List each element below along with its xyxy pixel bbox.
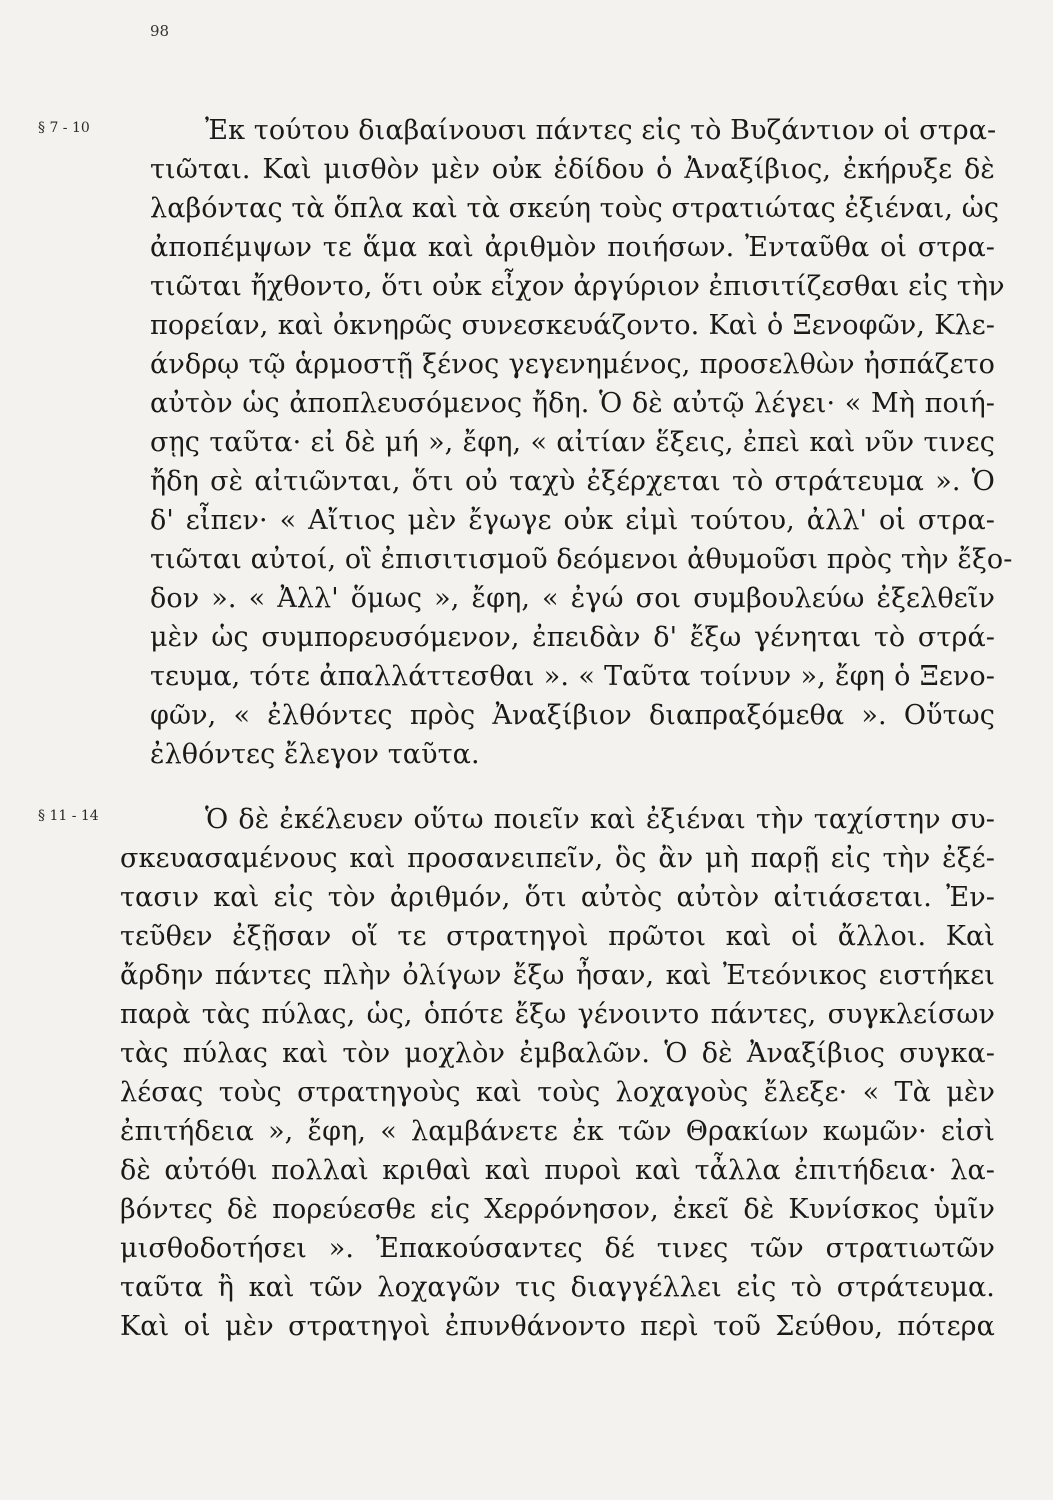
text-line: δον ». « Ἀλλ' ὅμως », ἔφη, « ἐγώ σοι συμβουλεύω ἐξελθεῖν <box>150 583 995 614</box>
section-11-14 <box>120 800 995 1346</box>
text-line: άνδρῳ τῷ ἁρμοστῇ ξένος γεγενημένος, προσελθὼν ἠσπάζετο <box>150 349 995 380</box>
text-line: σκευασαμένους καὶ προσανειπεῖν, ὃς ἂν μὴ παρῇ εἰς τὴν ἐξέ- <box>120 843 995 874</box>
text-line: αὐτὸν ὡς ἀποπλευσόμενος ἤδη. Ὁ δὲ αὐτῷ λέγει· « Μὴ ποιή- <box>150 388 995 419</box>
text-line: μὲν ὡς συμπορευσόμενον, ἐπειδὰν δ' ἔξω γένηται τὸ στρά- <box>150 622 995 653</box>
text-line: ταῦτα ἢ καὶ τῶν λοχαγῶν τις διαγγέλλει εἰς τὸ στράτευμα. <box>120 1272 995 1303</box>
text-line: δὲ αὐτόθι πολλαὶ κριθαὶ καὶ πυροὶ καὶ τἆλλα ἐπιτήδεια· λα- <box>120 1155 995 1186</box>
text-line: ἄρδην πάντες πλὴν ὀλίγων ἔξω ἦσαν, καὶ Ἐτεόνικος ειστήκει <box>120 960 995 991</box>
text-line: ἐπιτήδεια », ἔφη, « λαμβάνετε ἐκ τῶν Θρακίων κωμῶν· εἰσὶ <box>120 1116 995 1147</box>
section-ref-7-10: § 7 - 10 <box>38 120 90 136</box>
text-line: δ' εἶπεν· « Αἴτιος μὲν ἔγωγε οὐκ εἰμὶ τούτου, ἀλλ' οἱ στρα- <box>150 505 995 536</box>
text-line: βόντες δὲ πορεύεσθε εἰς Χερρόνησον, ἐκεῖ δὲ Κυνίσκος ὑμῖν <box>120 1194 995 1225</box>
text-line: τὰς πύλας καὶ τὸν μοχλὸν ἐμβαλῶν. Ὁ δὲ Ἀναξίβιος συγκα- <box>120 1038 995 1069</box>
text-line: πορείαν, καὶ ὀκνηρῶς συνεσκευάζοντο. Καὶ ὁ Ξενοφῶν, Κλε- <box>150 310 995 341</box>
text-line: τιῶται. Καὶ μισθὸν μὲν οὐκ ἐδίδου ὁ Ἀναξίβιος, ἐκήρυξε δὲ <box>150 154 995 185</box>
text-line: παρὰ τὰς πύλας, ὡς, ὁπότε ἔξω γένοιντο πάντες, συγκλείσων <box>120 999 995 1030</box>
text-line: τεῦθεν ἐξῇσαν οἵ τε στρατηγοὶ πρῶτοι καὶ οἱ ἄλλοι. Καὶ <box>120 921 995 952</box>
section-ref-11-14: § 11 - 14 <box>38 808 99 824</box>
text-line: Ὁ δὲ ἐκέλευεν οὕτω ποιεῖν καὶ ἐξιέναι τὴν ταχίστην συ- <box>205 804 995 835</box>
text-line: Ἐκ τούτου διαβαίνουσι πάντες εἰς τὸ Βυζάντιον οἱ στρα- <box>205 115 997 146</box>
text-line: Καὶ οἱ μὲν στρατηγοὶ ἐπυνθάνοντο περὶ τοῦ Σεύθου, πότερα <box>120 1311 995 1342</box>
text-line: λαβόντας τὰ ὅπλα καὶ τὰ σκεύη τοὺς στρατιώτας ἐξιέναι, ὡς <box>150 193 1000 224</box>
text-line: μισθοδοτήσει ». Ἐπακούσαντες δέ τινες τῶν στρατιωτῶν <box>120 1233 995 1264</box>
text-line: τιῶται ἤχθοντο, ὅτι οὐκ εἶχον ἀργύριον ἐπισιτίζεσθαι εἰς τὴν <box>150 271 1005 302</box>
text-line: λέσας τοὺς στρατηγοὺς καὶ τοὺς λοχαγοὺς ἔλεξε· « Τὰ μὲν <box>120 1077 995 1108</box>
text-line: ἀποπέμψων τε ἅμα καὶ ἀριθμὸν ποιήσων. Ἐνταῦθα οἱ στρα- <box>150 232 995 263</box>
text-line: τασιν καὶ εἰς τὸν ἀριθμόν, ὅτι αὐτὸς αὐτὸν αἰτιάσεται. Ἐν- <box>120 882 995 913</box>
text-line: τιῶται αὐτοί, οἳ ἐπισιτισμοῦ δεόμενοι ἀθυμοῦσι πρὸς τὴν ἔξο- <box>150 544 1013 575</box>
page-number: 98 <box>150 22 170 40</box>
text-line: ἤδη σὲ αἰτιῶνται, ὅτι οὐ ταχὺ ἐξέρχεται τὸ στράτευμα ». Ὁ <box>150 466 995 497</box>
text-line: ἐλθόντες ἔλεγον ταῦτα. <box>150 739 480 770</box>
text-line: σῃς ταῦτα· εἰ δὲ μή », ἔφη, « αἰτίαν ἕξεις, ἐπεὶ καὶ νῦν τινες <box>150 427 995 458</box>
section-7-10 <box>150 111 1013 774</box>
text-line: φῶν, « ἐλθόντες πρὸς Ἀναξίβιον διαπραξόμεθα ». Οὕτως <box>150 700 995 731</box>
text-line: τευμα, τότε ἀπαλλάττεσθαι ». « Ταῦτα τοίνυν », ἔφη ὁ Ξενο- <box>150 661 995 692</box>
